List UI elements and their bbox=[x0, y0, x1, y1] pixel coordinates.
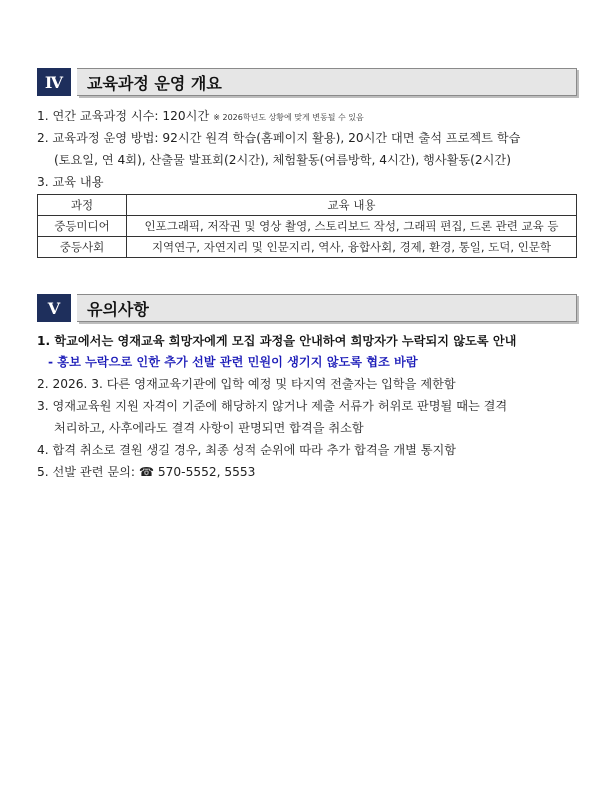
section-4-header bbox=[37, 68, 577, 96]
notice-item-1: 1. 학교에서는 영재교육 희망자에게 모집 과정을 안내하여 희망자가 누락되지 않도록 안내 bbox=[37, 334, 517, 348]
notice-item-1-sub: - 홍보 누락으로 인한 추가 선발 관련 민원이 생기지 않도록 협조 바람 bbox=[48, 355, 418, 369]
course-name: 중등사회 bbox=[38, 237, 127, 258]
section-5-title-bar bbox=[77, 294, 577, 322]
section-4-number: Ⅳ bbox=[37, 68, 71, 96]
course-table bbox=[37, 194, 577, 258]
course-name: 중등미디어 bbox=[38, 216, 127, 237]
notice-item-3-line-2: 처리하고, 사후에라도 결격 사항이 판명되면 합격을 취소함 bbox=[54, 421, 364, 435]
table-header-row bbox=[38, 195, 577, 216]
notice-item-4: 4. 합격 취소로 결원 생길 경우, 최종 성적 순위에 따라 추가 합격을 개별 통지함 bbox=[37, 443, 457, 457]
section-4-title-bar bbox=[77, 68, 577, 96]
section-5-title: 유의사항 bbox=[87, 299, 149, 319]
annual-hours-note: ※ 2026학년도 상황에 맞게 변동될 수 있음 bbox=[213, 113, 364, 122]
annual-hours-text: 1. 연간 교육과정 시수: 120시간 bbox=[37, 109, 210, 123]
notice-item-2: 2. 2026. 3. 다른 영재교육기관에 입학 예정 및 타지역 전출자는 입학을 제한함 bbox=[37, 377, 456, 391]
operation-method-line-2: (토요일, 연 4회), 산출물 발표회(2시간), 체험활동(여름방학, 4시간), 행사활동(2시간) bbox=[54, 153, 511, 167]
course-content: 인포그래픽, 저작권 및 영상 촬영, 스토리보드 작성, 그래픽 편집, 드론 관련 교육 등 bbox=[127, 216, 577, 237]
section-4-title: 교육과정 운영 개요 bbox=[87, 73, 222, 93]
notice-item-3-line-1: 3. 영재교육원 지원 자격이 기준에 해당하지 않거나 제출 서류가 허위로 판명될 때는 결격 bbox=[37, 399, 508, 413]
table-header-course: 과정 bbox=[38, 195, 127, 216]
education-content-label: 3. 교육 내용 bbox=[37, 175, 104, 189]
operation-method-line-1: 2. 교육과정 운영 방법: 92시간 원격 학습(홈페이지 활용), 20시간 대면 출석 프로젝트 학습 bbox=[37, 131, 521, 145]
section-5-number: Ⅴ bbox=[37, 294, 71, 322]
annual-hours-item bbox=[37, 107, 364, 124]
notice-item-5: 5. 선발 관련 문의: ☎ 570-5552, 5553 bbox=[37, 465, 256, 479]
course-content: 지역연구, 자연지리 및 인문지리, 역사, 융합사회, 경제, 환경, 통일, 도덕, 인문학 bbox=[127, 237, 577, 258]
section-5-header bbox=[37, 294, 577, 322]
table-row bbox=[38, 237, 577, 258]
table-header-content: 교육 내용 bbox=[127, 195, 577, 216]
table-row bbox=[38, 216, 577, 237]
